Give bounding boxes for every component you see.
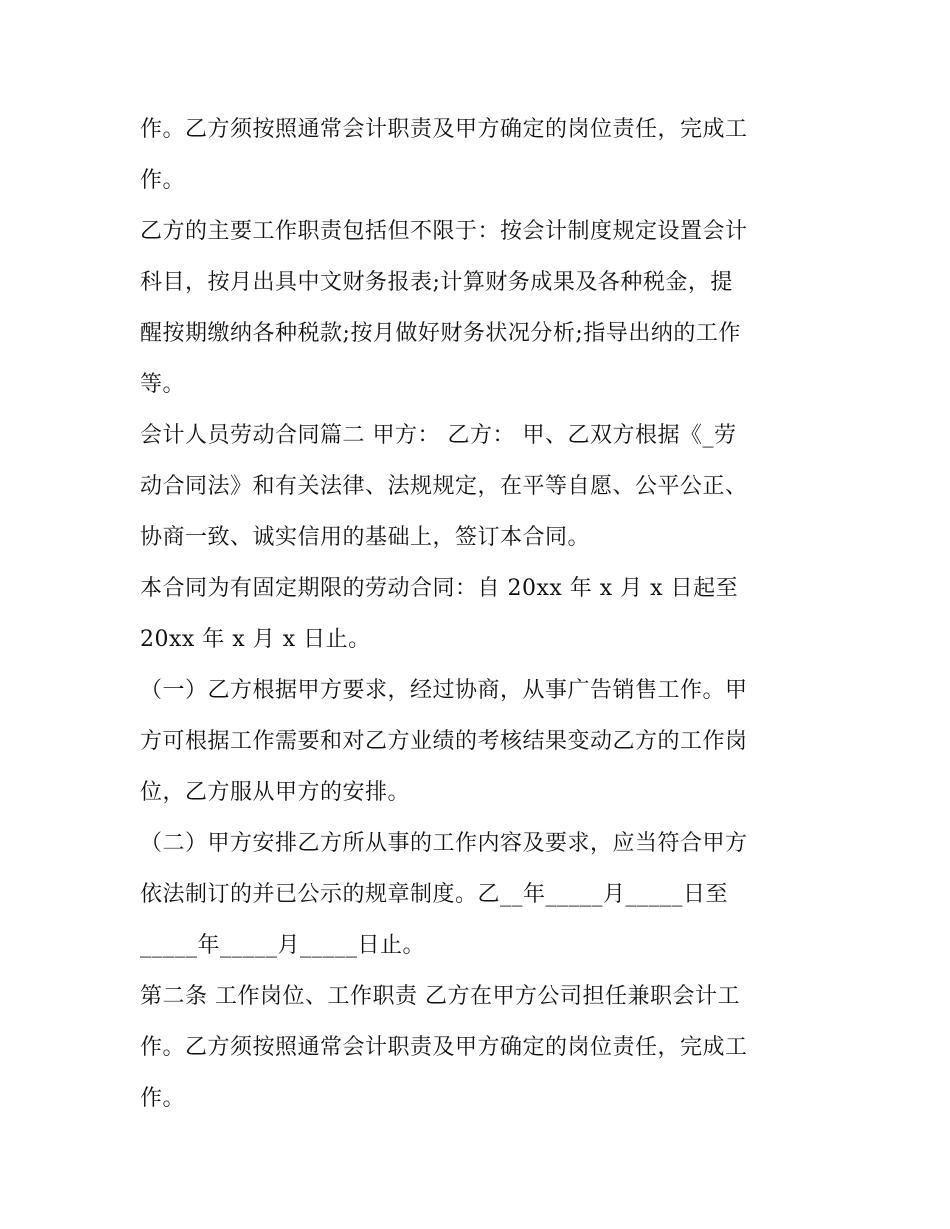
text-line: 协商一致、诚实信用的基础上，签订本合同。	[140, 525, 591, 550]
text-line: 乙方的主要工作职责包括但不限于：按会计制度规定设置会计	[140, 219, 748, 244]
text-line: _____年_____月_____日止。	[140, 933, 426, 958]
document-body	[140, 104, 820, 1124]
text-line: 依法制订的并已公示的规章制度。乙__年_____月_____日至	[140, 882, 729, 907]
text-line: 动合同法》和有关法律、法规规定，在平等自愿、公平公正、	[140, 474, 748, 499]
text-line: 作。	[140, 1086, 186, 1111]
text-line: 会计人员劳动合同篇二 甲方： 乙方： 甲、乙双方根据《_劳	[140, 423, 737, 448]
text-line: 科目，按月出具中文财务报表;计算财务成果及各种税金，提	[140, 270, 733, 295]
text-line: 方可根据工作需要和对乙方业绩的考核结果变动乙方的工作岗	[140, 729, 748, 754]
text-line: 位，乙方服从甲方的安排。	[140, 780, 411, 805]
text-line: 醒按期缴纳各种税款;按月做好财务状况分析;指导出纳的工作	[140, 321, 741, 346]
text-line: 第二条 工作岗位、工作职责 乙方在甲方公司担任兼职会计工	[140, 984, 740, 1009]
text-line: （一）乙方根据甲方要求，经过协商，从事广告销售工作。甲	[140, 678, 748, 703]
text-line: 本合同为有固定期限的劳动合同：自 20xx 年 x 月 x 日起至	[140, 576, 739, 601]
text-line: 20xx 年 x 月 x 日止。	[140, 627, 371, 652]
text-line: 作。乙方须按照通常会计职责及甲方确定的岗位责任，完成工	[140, 1035, 748, 1060]
text-line: （二）甲方安排乙方所从事的工作内容及要求，应当符合甲方	[140, 831, 748, 856]
text-line: 等。	[140, 372, 186, 397]
text-line: 作。乙方须按照通常会计职责及甲方确定的岗位责任，完成工	[140, 117, 748, 142]
text-line: 作。	[140, 168, 186, 193]
